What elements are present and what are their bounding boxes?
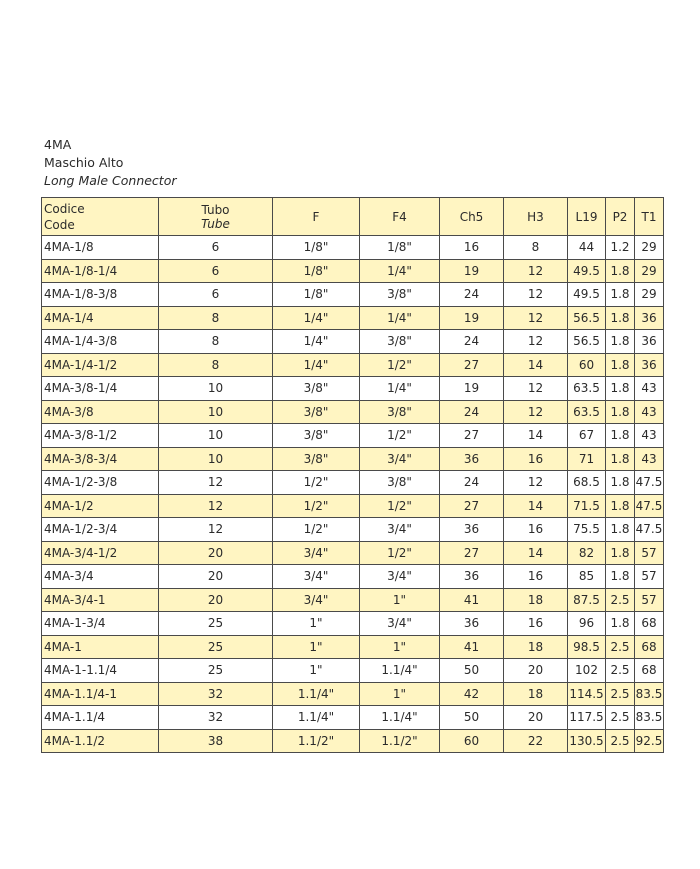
cell-p2: 1.8: [606, 494, 635, 518]
cell-h3: 12: [504, 259, 568, 283]
cell-l19: 49.5: [568, 283, 606, 307]
cell-p2: 2.5: [606, 659, 635, 683]
cell-tube: 6: [159, 236, 273, 260]
cell-tube: 8: [159, 353, 273, 377]
cell-l19: 85: [568, 565, 606, 589]
cell-tube: 38: [159, 729, 273, 753]
cell-h3: 14: [504, 541, 568, 565]
cell-h3: 12: [504, 330, 568, 354]
cell-f4: 1/8": [360, 236, 440, 260]
table-row: [42, 306, 664, 330]
cell-l19: 98.5: [568, 635, 606, 659]
cell-tube: 12: [159, 471, 273, 495]
table-row: [42, 330, 664, 354]
table-row: [42, 565, 664, 589]
cell-f4: 1/4": [360, 377, 440, 401]
cell-l19: 102: [568, 659, 606, 683]
cell-t1: 43: [635, 377, 664, 401]
cell-tube: 20: [159, 565, 273, 589]
cell-t1: 92.5: [635, 729, 664, 753]
cell-l19: 71: [568, 447, 606, 471]
cell-tube: 10: [159, 447, 273, 471]
cell-h3: 18: [504, 635, 568, 659]
cell-tube: 20: [159, 541, 273, 565]
cell-p2: 2.5: [606, 635, 635, 659]
cell-h3: 12: [504, 306, 568, 330]
cell-t1: 29: [635, 283, 664, 307]
cell-f4: 1.1/4": [360, 659, 440, 683]
cell-t1: 57: [635, 588, 664, 612]
table-row: [42, 635, 664, 659]
table-row: [42, 377, 664, 401]
cell-f: 1": [273, 612, 360, 636]
cell-f: 3/4": [273, 541, 360, 565]
cell-t1: 68: [635, 659, 664, 683]
cell-p2: 1.8: [606, 283, 635, 307]
cell-ch5: 27: [440, 541, 504, 565]
column-header-code: [42, 198, 159, 236]
cell-h3: 16: [504, 518, 568, 542]
cell-f4: 1/4": [360, 306, 440, 330]
table-row: [42, 706, 664, 730]
cell-p2: 1.8: [606, 353, 635, 377]
cell-ch5: 36: [440, 565, 504, 589]
cell-l19: 130.5: [568, 729, 606, 753]
cell-t1: 83.5: [635, 682, 664, 706]
cell-f4: 1/2": [360, 494, 440, 518]
table-row: [42, 588, 664, 612]
product-code: 4MA: [44, 137, 72, 152]
cell-f: 1": [273, 659, 360, 683]
header-code-italian: Codice: [44, 201, 85, 216]
cell-t1: 83.5: [635, 706, 664, 730]
cell-code: 4MA-3/4-1/2: [42, 541, 159, 565]
table-row: [42, 236, 664, 260]
table-row: [42, 471, 664, 495]
cell-f: 3/4": [273, 565, 360, 589]
cell-f: 1/4": [273, 353, 360, 377]
dimensions-table: [41, 197, 664, 753]
cell-h3: 20: [504, 659, 568, 683]
table-row: [42, 353, 664, 377]
table-row: [42, 682, 664, 706]
cell-code: 4MA-3/8-1/4: [42, 377, 159, 401]
cell-l19: 96: [568, 612, 606, 636]
table-header-row: [42, 198, 664, 236]
column-header-f4: F4: [360, 198, 440, 236]
cell-code: 4MA-3/8: [42, 400, 159, 424]
cell-f4: 3/8": [360, 283, 440, 307]
cell-ch5: 36: [440, 447, 504, 471]
cell-code: 4MA-1/8-3/8: [42, 283, 159, 307]
cell-t1: 43: [635, 447, 664, 471]
cell-t1: 47.5: [635, 471, 664, 495]
cell-tube: 32: [159, 682, 273, 706]
cell-h3: 14: [504, 353, 568, 377]
cell-p2: 1.8: [606, 400, 635, 424]
cell-code: 4MA-1/2-3/8: [42, 471, 159, 495]
cell-f: 1.1/4": [273, 682, 360, 706]
cell-tube: 32: [159, 706, 273, 730]
cell-f: 1.1/4": [273, 706, 360, 730]
cell-p2: 2.5: [606, 729, 635, 753]
cell-h3: 14: [504, 424, 568, 448]
cell-code: 4MA-1-3/4: [42, 612, 159, 636]
cell-code: 4MA-1.1/2: [42, 729, 159, 753]
cell-f4: 1": [360, 635, 440, 659]
cell-p2: 1.8: [606, 471, 635, 495]
cell-f: 1/2": [273, 471, 360, 495]
cell-t1: 47.5: [635, 518, 664, 542]
cell-h3: 16: [504, 447, 568, 471]
header-tube-italian: Tubo: [201, 202, 230, 217]
cell-tube: 6: [159, 259, 273, 283]
cell-ch5: 24: [440, 471, 504, 495]
cell-f4: 1.1/4": [360, 706, 440, 730]
cell-h3: 12: [504, 400, 568, 424]
cell-t1: 29: [635, 259, 664, 283]
column-header-t1: T1: [635, 198, 664, 236]
cell-h3: 20: [504, 706, 568, 730]
cell-p2: 2.5: [606, 682, 635, 706]
cell-code: 4MA-1: [42, 635, 159, 659]
cell-f4: 1/2": [360, 541, 440, 565]
cell-f4: 3/4": [360, 518, 440, 542]
cell-t1: 68: [635, 612, 664, 636]
cell-code: 4MA-1-1.1/4: [42, 659, 159, 683]
cell-f4: 1": [360, 682, 440, 706]
cell-h3: 8: [504, 236, 568, 260]
cell-f: 1.1/2": [273, 729, 360, 753]
cell-ch5: 19: [440, 259, 504, 283]
table-row: [42, 729, 664, 753]
cell-f: 1/4": [273, 306, 360, 330]
cell-code: 4MA-1/2: [42, 494, 159, 518]
cell-l19: 114.5: [568, 682, 606, 706]
cell-l19: 71.5: [568, 494, 606, 518]
cell-h3: 18: [504, 588, 568, 612]
cell-p2: 1.8: [606, 377, 635, 401]
cell-l19: 75.5: [568, 518, 606, 542]
cell-f: 1/2": [273, 494, 360, 518]
column-header-tube: [159, 198, 273, 236]
cell-f: 1": [273, 635, 360, 659]
cell-h3: 12: [504, 283, 568, 307]
cell-l19: 68.5: [568, 471, 606, 495]
cell-tube: 6: [159, 283, 273, 307]
cell-ch5: 50: [440, 659, 504, 683]
cell-t1: 36: [635, 306, 664, 330]
cell-l19: 44: [568, 236, 606, 260]
cell-l19: 82: [568, 541, 606, 565]
cell-p2: 2.5: [606, 588, 635, 612]
cell-h3: 12: [504, 377, 568, 401]
cell-t1: 43: [635, 400, 664, 424]
cell-t1: 36: [635, 353, 664, 377]
cell-h3: 22: [504, 729, 568, 753]
cell-tube: 25: [159, 612, 273, 636]
cell-ch5: 36: [440, 612, 504, 636]
cell-t1: 29: [635, 236, 664, 260]
cell-p2: 1.2: [606, 236, 635, 260]
table-row: [42, 283, 664, 307]
cell-code: 4MA-1/4: [42, 306, 159, 330]
product-heading: [44, 136, 177, 190]
cell-f4: 3/4": [360, 447, 440, 471]
table-row: [42, 259, 664, 283]
cell-tube: 10: [159, 400, 273, 424]
cell-t1: 57: [635, 541, 664, 565]
cell-p2: 1.8: [606, 447, 635, 471]
cell-f4: 1/4": [360, 259, 440, 283]
cell-f4: 1.1/2": [360, 729, 440, 753]
cell-tube: 20: [159, 588, 273, 612]
cell-code: 4MA-3/4: [42, 565, 159, 589]
cell-tube: 25: [159, 635, 273, 659]
dimensions-table-body: [42, 198, 664, 753]
cell-p2: 1.8: [606, 565, 635, 589]
cell-t1: 47.5: [635, 494, 664, 518]
cell-p2: 1.8: [606, 518, 635, 542]
cell-t1: 68: [635, 635, 664, 659]
cell-h3: 18: [504, 682, 568, 706]
product-name-italian: Maschio Alto: [44, 155, 124, 170]
cell-ch5: 24: [440, 330, 504, 354]
cell-code: 4MA-1/8-1/4: [42, 259, 159, 283]
cell-ch5: 42: [440, 682, 504, 706]
cell-code: 4MA-3/8-1/2: [42, 424, 159, 448]
cell-ch5: 60: [440, 729, 504, 753]
cell-f4: 3/8": [360, 330, 440, 354]
cell-tube: 10: [159, 424, 273, 448]
column-header-ch5: Ch5: [440, 198, 504, 236]
table-row: [42, 447, 664, 471]
cell-p2: 1.8: [606, 541, 635, 565]
cell-f4: 3/8": [360, 400, 440, 424]
cell-h3: 16: [504, 612, 568, 636]
cell-ch5: 27: [440, 494, 504, 518]
cell-h3: 14: [504, 494, 568, 518]
table-row: [42, 424, 664, 448]
cell-tube: 12: [159, 518, 273, 542]
cell-t1: 57: [635, 565, 664, 589]
cell-code: 4MA-1.1/4-1: [42, 682, 159, 706]
cell-tube: 8: [159, 306, 273, 330]
table-row: [42, 612, 664, 636]
cell-l19: 49.5: [568, 259, 606, 283]
cell-f4: 3/4": [360, 612, 440, 636]
cell-f: 1/8": [273, 259, 360, 283]
table-row: [42, 518, 664, 542]
header-code-english: Code: [44, 217, 75, 232]
cell-l19: 67: [568, 424, 606, 448]
table-row: [42, 494, 664, 518]
cell-l19: 56.5: [568, 330, 606, 354]
cell-p2: 1.8: [606, 424, 635, 448]
cell-f: 1/8": [273, 236, 360, 260]
product-name-english: Long Male Connector: [44, 173, 177, 188]
table-row: [42, 400, 664, 424]
cell-p2: 1.8: [606, 612, 635, 636]
cell-p2: 2.5: [606, 706, 635, 730]
cell-l19: 117.5: [568, 706, 606, 730]
cell-l19: 63.5: [568, 377, 606, 401]
cell-f: 3/4": [273, 588, 360, 612]
cell-ch5: 16: [440, 236, 504, 260]
cell-f4: 3/8": [360, 471, 440, 495]
cell-ch5: 27: [440, 424, 504, 448]
cell-code: 4MA-1.1/4: [42, 706, 159, 730]
table-row: [42, 541, 664, 565]
cell-l19: 60: [568, 353, 606, 377]
cell-f: 3/8": [273, 447, 360, 471]
cell-l19: 56.5: [568, 306, 606, 330]
cell-h3: 12: [504, 471, 568, 495]
cell-f: 3/8": [273, 424, 360, 448]
cell-p2: 1.8: [606, 259, 635, 283]
cell-f: 1/2": [273, 518, 360, 542]
cell-ch5: 36: [440, 518, 504, 542]
cell-code: 4MA-1/8: [42, 236, 159, 260]
column-header-h3: H3: [504, 198, 568, 236]
column-header-f: F: [273, 198, 360, 236]
cell-f: 1/8": [273, 283, 360, 307]
cell-f: 3/8": [273, 400, 360, 424]
cell-tube: 10: [159, 377, 273, 401]
cell-t1: 43: [635, 424, 664, 448]
cell-f: 3/8": [273, 377, 360, 401]
cell-f: 1/4": [273, 330, 360, 354]
cell-ch5: 19: [440, 377, 504, 401]
cell-ch5: 19: [440, 306, 504, 330]
cell-ch5: 27: [440, 353, 504, 377]
cell-f4: 1/2": [360, 353, 440, 377]
cell-p2: 1.8: [606, 330, 635, 354]
cell-f4: 1": [360, 588, 440, 612]
cell-tube: 8: [159, 330, 273, 354]
table-row: [42, 659, 664, 683]
cell-f4: 1/2": [360, 424, 440, 448]
cell-code: 4MA-1/4-1/2: [42, 353, 159, 377]
cell-l19: 63.5: [568, 400, 606, 424]
cell-ch5: 41: [440, 588, 504, 612]
cell-ch5: 41: [440, 635, 504, 659]
cell-l19: 87.5: [568, 588, 606, 612]
cell-code: 4MA-3/4-1: [42, 588, 159, 612]
cell-code: 4MA-1/2-3/4: [42, 518, 159, 542]
cell-t1: 36: [635, 330, 664, 354]
cell-tube: 12: [159, 494, 273, 518]
header-tube-english: Tube: [201, 216, 230, 231]
cell-h3: 16: [504, 565, 568, 589]
cell-ch5: 24: [440, 400, 504, 424]
cell-tube: 25: [159, 659, 273, 683]
cell-code: 4MA-3/8-3/4: [42, 447, 159, 471]
cell-code: 4MA-1/4-3/8: [42, 330, 159, 354]
cell-p2: 1.8: [606, 306, 635, 330]
cell-ch5: 50: [440, 706, 504, 730]
cell-f4: 3/4": [360, 565, 440, 589]
cell-ch5: 24: [440, 283, 504, 307]
column-header-l19: L19: [568, 198, 606, 236]
column-header-p2: P2: [606, 198, 635, 236]
